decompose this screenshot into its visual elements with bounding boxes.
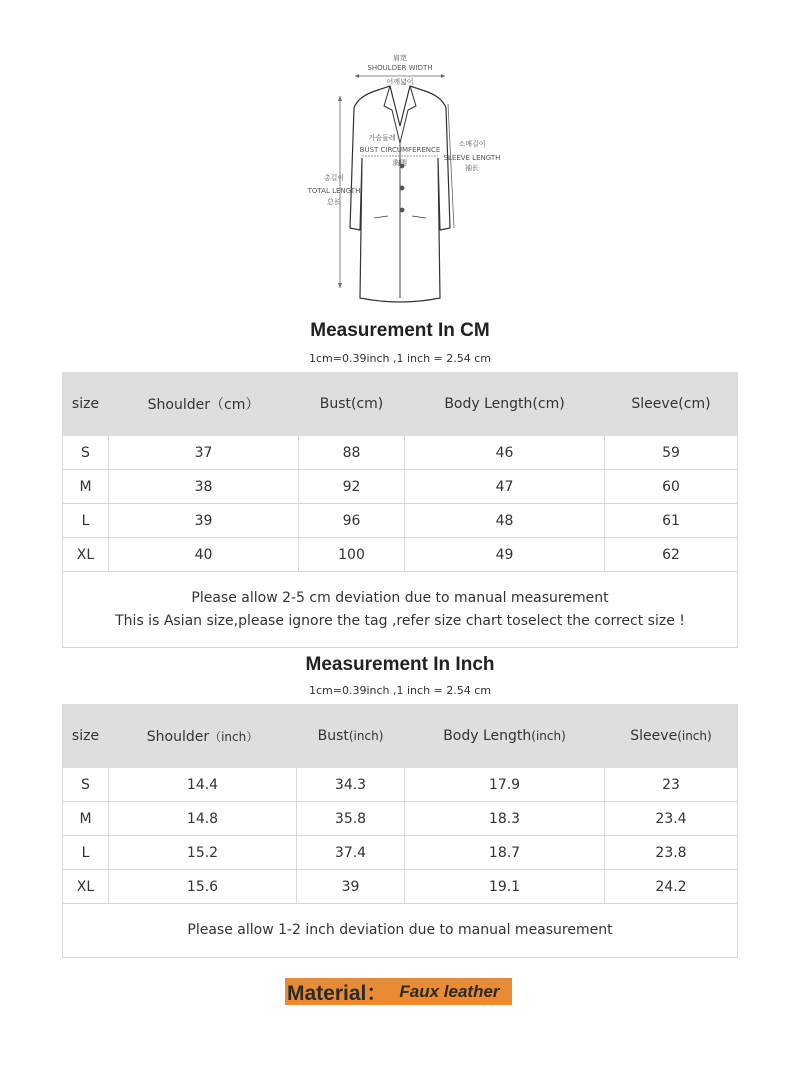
cell-shoulder: 15.2 (109, 836, 297, 870)
cell-bust: 34.3 (297, 768, 405, 802)
cell-sleeve: 62 (605, 538, 738, 572)
header-shoulder: Shoulder（cm） (109, 373, 299, 436)
header-bust: Bust(cm) (299, 373, 405, 436)
sleeve-label-kr: 소매길이 (458, 140, 486, 148)
cell-sleeve: 23.4 (605, 802, 738, 836)
cell-shoulder: 14.8 (109, 802, 297, 836)
cell-bust: 35.8 (297, 802, 405, 836)
cell-size: M (63, 802, 109, 836)
cell-shoulder: 15.6 (109, 870, 297, 904)
table-header-row (63, 373, 738, 436)
inch-size-table (62, 704, 738, 958)
bust-label-cn: 胸围 (393, 159, 407, 167)
inch-conversion-note: 1cm=0.39inch ,1 inch = 2.54 cm (308, 684, 491, 697)
table-note-row (63, 904, 738, 958)
cell-size: S (63, 768, 109, 802)
cell-bust: 100 (299, 538, 405, 572)
cm-deviation-note (63, 572, 738, 648)
asian-size-warning: This is Asian size,please ignore the tag ,refer size chart toselect the correct size ! (115, 612, 685, 629)
cell-size: L (63, 836, 109, 870)
cell-bust: 39 (297, 870, 405, 904)
header-body-length-unit: (inch) (531, 729, 566, 743)
material-banner (285, 978, 512, 1005)
cell-size: L (63, 504, 109, 538)
shoulder-label-en: SHOULDER WIDTH (367, 64, 433, 72)
cell-sleeve: 24.2 (605, 870, 738, 904)
header-body-length: Body Length(cm) (405, 373, 605, 436)
cm-size-table (62, 372, 738, 648)
header-bust (297, 705, 405, 768)
material-value: Faux leather (399, 981, 500, 1001)
cell-sleeve: 23 (605, 768, 738, 802)
cell-bust: 96 (299, 504, 405, 538)
cell-bust: 37.4 (297, 836, 405, 870)
cell-body-length: 46 (405, 436, 605, 470)
sleeve-label-en: SLEEVE LENGTH (443, 154, 500, 162)
cell-shoulder: 38 (109, 470, 299, 504)
cell-size: M (63, 470, 109, 504)
inch-section-title: Measurement In Inch (305, 654, 495, 675)
cell-shoulder: 14.4 (109, 768, 297, 802)
inch-deviation-note: Please allow 1-2 inch deviation due to manual measurement (63, 904, 738, 958)
cell-bust: 92 (299, 470, 405, 504)
cell-sleeve: 61 (605, 504, 738, 538)
cell-bust: 88 (299, 436, 405, 470)
table-note-row (63, 572, 738, 648)
cell-body-length: 49 (405, 538, 605, 572)
table-row (63, 538, 738, 572)
header-shoulder-unit: （inch） (209, 729, 259, 744)
cell-sleeve: 59 (605, 436, 738, 470)
cell-shoulder: 37 (109, 436, 299, 470)
length-label-cn: 总长 (327, 198, 341, 206)
header-bust-unit: (inch) (348, 729, 384, 743)
cm-section-title: Measurement In CM (310, 320, 490, 341)
table-row (63, 436, 738, 470)
header-body-length (405, 705, 605, 768)
header-shoulder (109, 705, 297, 768)
table-row (63, 768, 738, 802)
cell-size: XL (63, 870, 109, 904)
length-label-en: TOTAL LENGTH (307, 187, 361, 195)
cell-body-length: 19.1 (405, 870, 605, 904)
header-shoulder-label: Shoulder (146, 728, 210, 745)
table-row (63, 504, 738, 538)
sleeve-label-cn: 袖长 (465, 164, 479, 172)
header-sleeve-unit: (inch) (677, 729, 712, 743)
length-label-kr: 총길이 (323, 174, 345, 182)
cm-conversion-note: 1cm=0.39inch ,1 inch = 2.54 cm (308, 352, 491, 365)
table-row (63, 870, 738, 904)
table-row (63, 836, 738, 870)
header-body-length-label: Body Length (443, 728, 532, 744)
table-row (63, 470, 738, 504)
cell-size: S (63, 436, 109, 470)
bust-label-kr: 가슴둘레 (368, 134, 396, 142)
cell-sleeve: 60 (605, 470, 738, 504)
cell-body-length: 18.7 (405, 836, 605, 870)
shoulder-label-cn: 肩宽 (393, 54, 407, 62)
header-size: size (63, 705, 109, 768)
cell-shoulder: 39 (109, 504, 299, 538)
cell-shoulder: 40 (109, 538, 299, 572)
coat-illustration (300, 48, 500, 303)
header-sleeve (605, 705, 738, 768)
cell-body-length: 47 (405, 470, 605, 504)
coat-measurement-diagram (300, 48, 500, 303)
cell-body-length: 48 (405, 504, 605, 538)
header-size: size (63, 373, 109, 436)
header-sleeve-label: Sleeve (630, 728, 678, 744)
cell-body-length: 17.9 (405, 768, 605, 802)
cell-body-length: 18.3 (405, 802, 605, 836)
cell-size: XL (63, 538, 109, 572)
header-bust-label: Bust (317, 728, 349, 744)
material-label: Material： (287, 981, 388, 1005)
header-sleeve: Sleeve(cm) (605, 373, 738, 436)
table-header-row (63, 705, 738, 768)
cell-sleeve: 23.8 (605, 836, 738, 870)
table-row (63, 802, 738, 836)
shoulder-label-kr: 어깨넓이 (386, 78, 414, 86)
bust-label-en: BUST CIRCUMFERENCE (359, 146, 441, 154)
cm-deviation-line: Please allow 2-5 cm deviation due to manual measurement (191, 589, 609, 606)
